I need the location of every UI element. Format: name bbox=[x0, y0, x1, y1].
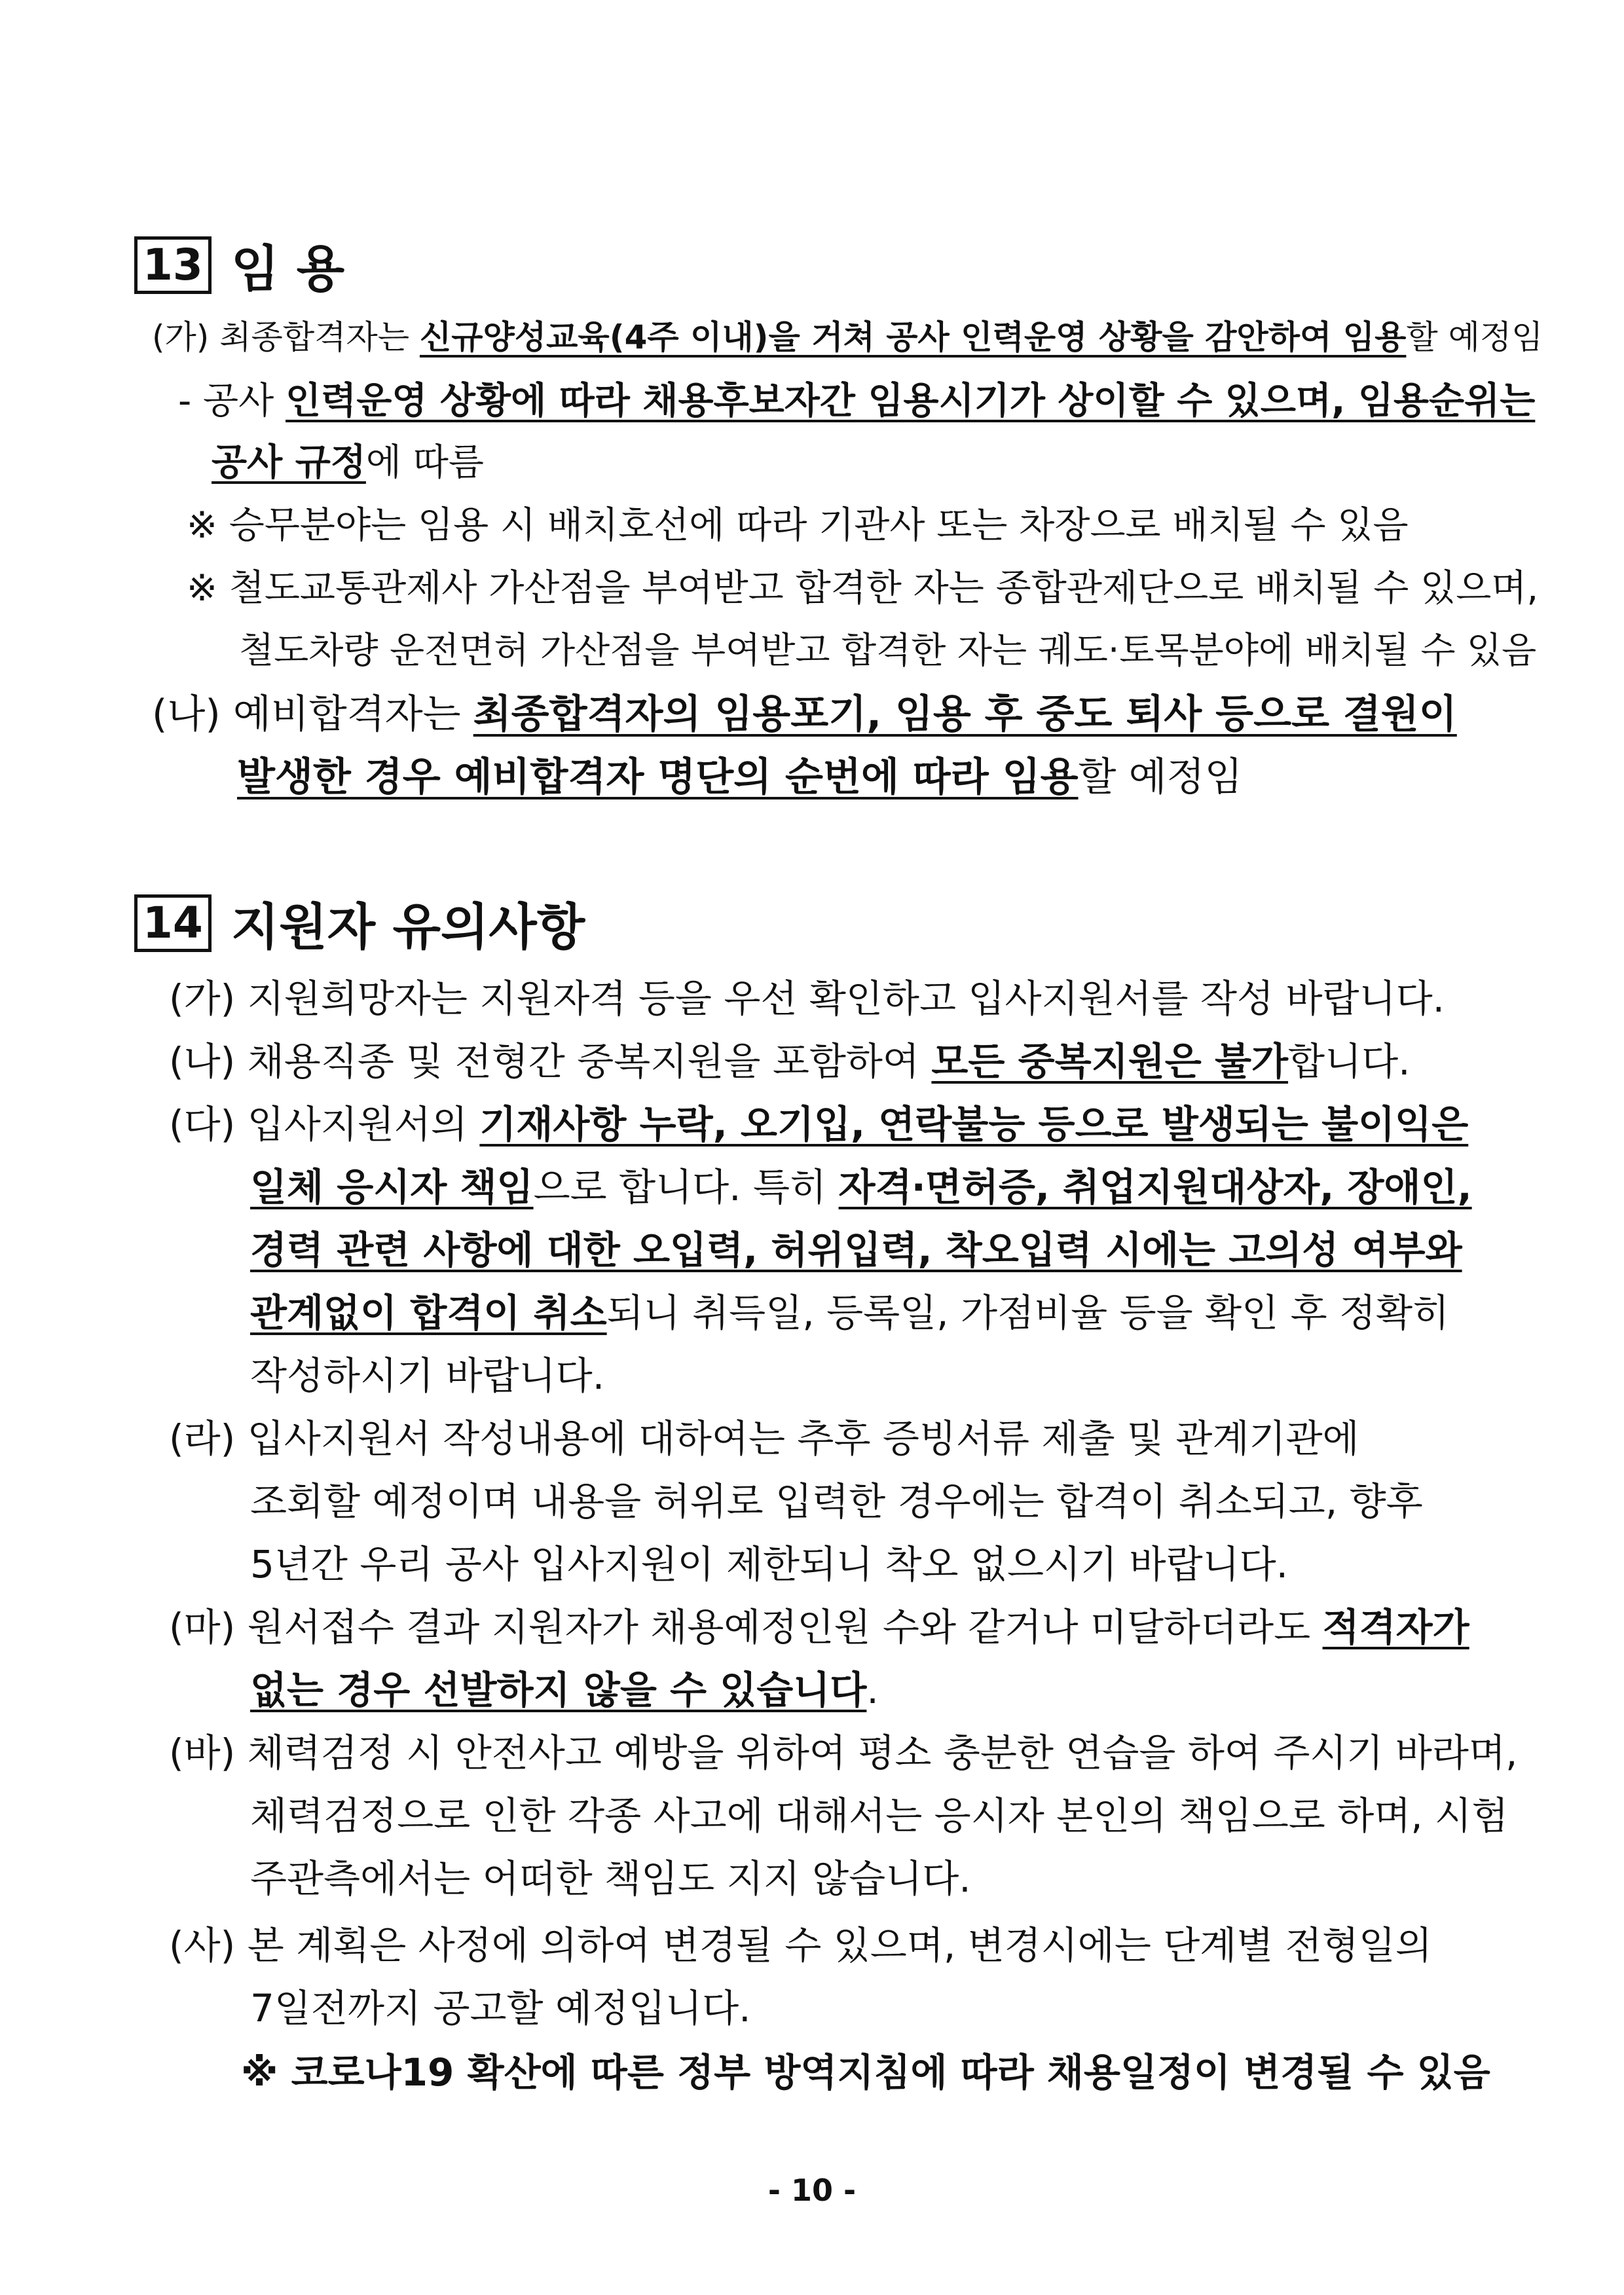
s14-item-ma-line2: 없는 경우 선발하지 않을 수 있습니다. bbox=[250, 1668, 879, 1712]
s13-note-2-line1: ※ 철도교통관제사 가산점을 부여받고 합격한 자는 종합관제단으로 배치될 수 있으며, bbox=[187, 567, 1539, 610]
s14-da-emphasis-1: 기재사항 누락, 오기입, 연락불능 등으로 발생되는 불이익은 bbox=[479, 1102, 1469, 1147]
s13-item-na-line1: (나) 예비합격자는 최종합격자의 임용포기, 임용 후 중도 퇴사 등으로 결원이 bbox=[152, 691, 1457, 737]
s14-item-ba-line2: 체력검정으로 인한 각종 사고에 대해서는 응시자 본인의 책임으로 하며, 시험 bbox=[250, 1793, 1509, 1838]
section-13-number: 13 bbox=[134, 236, 212, 294]
s14-da-emphasis-2: 일체 응시자 책임 bbox=[250, 1165, 534, 1209]
s14-item-sa-line1: (사) 본 계획은 사정에 의하여 변경될 수 있으며, 변경시에는 단계별 전형일의 bbox=[169, 1923, 1432, 1968]
s14-item-sa-line2: 7일전까지 공고할 예정입니다. bbox=[250, 1986, 751, 2030]
s13-item-ga: (가) 최종합격자는 신규양성교육(4주 이내)을 거쳐 공사 인력운영 상황을 감안하여 임용할 예정임 bbox=[152, 318, 1543, 356]
s14-item-da-line4: 관계없이 합격이 취소되니 취득일, 등록일, 가점비율 등을 확인 후 정확히 bbox=[250, 1291, 1450, 1335]
s14-item-da-line5: 작성하시기 바랍니다. bbox=[250, 1353, 605, 1398]
s14-item-ra-line3: 5년간 우리 공사 입사지원이 제한되니 착오 없으시기 바랍니다. bbox=[250, 1542, 1289, 1587]
s14-item-na: (나) 채용직종 및 전형간 중복지원을 포함하여 모든 중복지원은 불가합니다. bbox=[169, 1039, 1411, 1084]
s14-covid-note: ※ 코로나19 확산에 따른 정부 방역지침에 따라 채용일정이 변경될 수 있음 bbox=[241, 2050, 1490, 2095]
s14-ma-emphasis-2: 없는 경우 선발하지 않을 수 있습니다 bbox=[250, 1668, 867, 1712]
section-14-number: 14 bbox=[134, 894, 212, 952]
s14-item-ra-line1: (라) 입사지원서 작성내용에 대하여는 추후 증빙서류 제출 및 관계기관에 bbox=[169, 1416, 1359, 1461]
s14-item-ba-line3: 주관측에서는 어떠한 책임도 지지 않습니다. bbox=[250, 1856, 971, 1901]
s13-dash-emphasis-2: 공사 규정 bbox=[212, 441, 366, 484]
s14-da-emphasis-3: 자격‧면허증, 취업지원대상자, 장애인, bbox=[838, 1165, 1472, 1209]
s13-dash-line2: 공사 규정에 따름 bbox=[212, 441, 484, 484]
s14-da-emphasis-4: 경력 관련 사항에 대한 오입력, 허위입력, 착오입력 시에는 고의성 여부와 bbox=[250, 1228, 1462, 1272]
s13-na-emphasis-1: 최종합격자의 임용포기, 임용 후 중도 퇴사 등으로 결원이 bbox=[473, 691, 1457, 737]
section-13-title: 임 용 bbox=[231, 240, 345, 298]
s13-note-2-line2: 철도차량 운전면허 가산점을 부여받고 합격한 자는 궤도‧토목분야에 배치될 수 있음 bbox=[239, 629, 1537, 671]
s14-ma-emphasis-1: 적격자가 bbox=[1322, 1605, 1469, 1649]
section-14-title: 지원자 유의사항 bbox=[231, 898, 585, 956]
s13-ga-emphasis: 신규양성교육(4주 이내)을 거쳐 공사 인력운영 상황을 감안하여 임용 bbox=[419, 318, 1407, 356]
page-number: - 10 - bbox=[767, 2173, 857, 2208]
s14-item-ma-line1: (마) 원서접수 결과 지원자가 채용예정인원 수와 같거나 미달하더라도 적격자가 bbox=[169, 1605, 1469, 1649]
s14-na-emphasis: 모든 중복지원은 불가 bbox=[931, 1039, 1289, 1084]
s14-item-da-line3 bbox=[250, 1227, 1462, 1273]
s14-item-ba-line1: (바) 체력검정 시 안전사고 예방을 위하여 평소 충분한 연습을 하여 주시기 바라며, bbox=[169, 1731, 1518, 1775]
section-13-heading bbox=[134, 229, 344, 301]
s14-item-ga: (가) 지원희망자는 지원자격 등을 우선 확인하고 입사지원서를 작성 바랍니다. bbox=[169, 976, 1445, 1021]
s14-item-da-line1: (다) 입사지원서의 기재사항 누락, 오기입, 연락불능 등으로 발생되는 불이익은 bbox=[169, 1102, 1469, 1147]
section-14-heading bbox=[134, 887, 585, 959]
s13-na-emphasis-2: 발생한 경우 예비합격자 명단의 순번에 따라 임용 bbox=[237, 754, 1079, 800]
s14-item-ra-line2: 조회할 예정이며 내용을 허위로 입력한 경우에는 합격이 취소되고, 향후 bbox=[250, 1479, 1423, 1524]
s13-note-1: ※ 승무분야는 임용 시 배치호선에 따라 기관사 또는 차장으로 배치될 수 있음 bbox=[187, 504, 1409, 547]
s13-dash-line1: - 공사 인력운영 상황에 따라 채용후보자간 임용시기가 상이할 수 있으며, 임용순위는 bbox=[178, 380, 1536, 422]
s14-item-da-line2: 일체 응시자 책임으로 합니다. 특히 자격‧면허증, 취업지원대상자, 장애인, bbox=[250, 1165, 1472, 1209]
s13-dash-emphasis-1: 인력운영 상황에 따라 채용후보자간 임용시기가 상이할 수 있으며, 임용순위는 bbox=[286, 380, 1536, 422]
s13-item-na-line2: 발생한 경우 예비합격자 명단의 순번에 따라 임용할 예정임 bbox=[237, 754, 1243, 800]
s14-da-emphasis-5: 관계없이 합격이 취소 bbox=[250, 1291, 607, 1335]
